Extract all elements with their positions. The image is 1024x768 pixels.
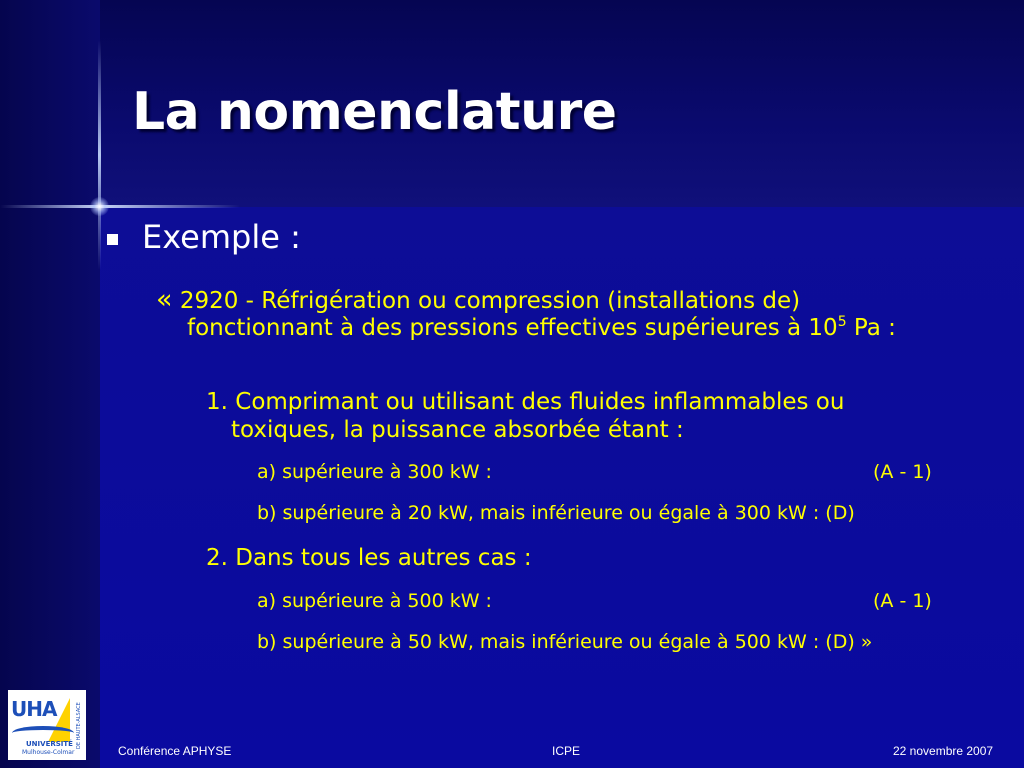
university-logo — [8, 690, 86, 760]
item2-a: a) supérieure à 500 kW : — [257, 590, 492, 612]
item1-line-2: toxiques, la puissance absorbée étant : — [231, 417, 684, 443]
heading-text-2: fonctionnant à des pressions effectives supérieures à 10 — [187, 315, 838, 341]
logo-text: UHA — [11, 697, 57, 721]
bullet-square-icon — [107, 234, 118, 245]
light-flare-vertical — [98, 40, 101, 270]
logo-cities-text: Mulhouse-Colmar — [22, 749, 75, 756]
example-label: Exemple : — [142, 218, 301, 256]
item1-a-class: (A - 1) — [873, 461, 932, 483]
footer-right: 22 novembre 2007 — [893, 744, 994, 758]
slide-title: La nomenclature — [132, 82, 617, 142]
logo-university-text: UNIVERSITÉ — [26, 740, 73, 748]
item1-a: a) supérieure à 300 kW : — [257, 461, 492, 483]
light-flare-horizontal — [0, 205, 240, 208]
item2-a-class: (A - 1) — [873, 590, 932, 612]
heading-line-2 — [187, 314, 896, 341]
light-flare-core — [90, 197, 109, 216]
quote-open: « — [156, 284, 173, 315]
footer-left: Conférence APHYSE — [118, 744, 232, 758]
heading-text-1: 2920 - Réfrigération ou compression (installations de) — [172, 288, 801, 314]
item2-b: b) supérieure à 50 kW, mais inférieure ou égale à 500 kW : (D) » — [257, 631, 873, 653]
footer-center: ICPE — [552, 744, 581, 758]
item1-line-1: 1. Comprimant ou utilisant des fluides inflammables ou — [206, 389, 845, 415]
heading-line-1 — [156, 284, 800, 315]
logo-swoosh-icon — [12, 726, 74, 740]
left-band — [0, 0, 100, 768]
item1-b: b) supérieure à 20 kW, mais inférieure ou égale à 300 kW : (D) — [257, 502, 855, 524]
logo-side-text: DE HAUTE-ALSACE — [76, 702, 82, 750]
item2: 2. Dans tous les autres cas : — [206, 545, 532, 571]
heading-text-2-end: Pa : — [846, 315, 896, 341]
heading-exponent: 5 — [837, 314, 847, 330]
